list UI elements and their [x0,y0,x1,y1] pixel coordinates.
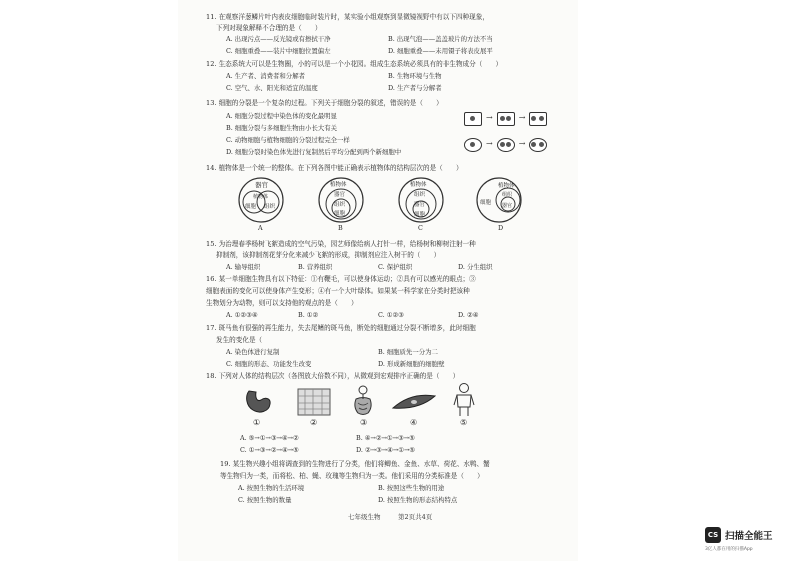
figure-number-3: ③ [360,418,368,427]
arrow-right-icon: → [518,113,526,122]
q13-stem: 13. 细胞的分裂是一个复杂的过程。下列关于细胞分裂的叙述，错误的是（ ） [206,99,443,107]
q17-stem-2: 发生的变化是（ [216,336,263,344]
cell-division-diagram-row2 [464,138,547,152]
q19-option-c: C. 按照生物的数量 [238,496,292,504]
cell-icon [497,112,515,126]
venn-diagram-b [316,176,366,224]
scanner-logo-icon: CS [705,527,721,543]
cell-icon [497,138,515,152]
q15-option-d: D. 分生组织 [458,263,493,271]
q12-stem: 12. 生态系统大可以是生物圈，小的可以是一个小花园。组成生态系统必须具有的非生物成分（ ） [206,60,503,68]
q13-option-c: C. 动物细胞与植物细胞的分裂过程完全一样 [226,136,350,144]
arrow-right-icon: → [486,113,493,122]
q18-option-a: A. ⑤→①→③→④→② [240,434,299,442]
q13-option-a: A. 细胞分裂过程中染色体的变化最明显 [226,112,337,120]
q16-stem: 16. 某一单细胞生物具有以下特征：①有鞭毛，可以使身体运动；②具有可以感光的眼点；③ [206,275,476,283]
venn-diagram-d [474,176,524,224]
q19-stem-2: 等生物归为一类，而将松、柏、蝇、玫瑰等生物归为一类。他们采用的分类标准是（ ） [220,472,484,480]
q14-label-d: D [498,224,504,232]
q13-option-d: D. 细胞分裂时染色体先进行复制然后平均分配到两个新细胞中 [226,148,402,156]
venn-b-term-2: 器官 [334,192,346,198]
figure-number-1: ① [253,418,261,427]
q17-stem: 17. 斑马鱼有很强的再生能力，失去尾鳍的斑马鱼，断处的细胞通过分裂不断增多，此时细胞 [206,324,476,332]
q16-stem-3: 生物划分为动物，则可以支持他的观点的是（ ） [206,299,358,307]
venn-c-term-2: 组织 [414,192,426,198]
q12-option-c: C. 空气、水、阳光和适宜的温度 [226,84,318,92]
q16-option-d: D. ②④ [458,311,479,319]
q16-option-c: C. ①②③ [378,311,404,319]
venn-d-term-2: 细胞 [480,200,492,206]
cell-division-diagram-row1 [464,112,547,126]
q14-stem: 14. 植物体是一个统一的整体。在下列各图中能正确表示植物体的结构层次的是（ ） [206,164,463,172]
scanner-app-name: 扫描全能王 [725,531,773,542]
q14-label-a: A [258,224,263,232]
q19-option-a: A. 按照生物的生活环境 [238,484,305,492]
venn-d-term-3: 组织 [502,192,513,198]
venn-a-term-2: 细胞 [245,204,257,210]
q15-stem: 15. 为治理春季杨树飞絮造成的空气污染，园艺师像给病人打针一样，给杨树和柳树注射一种 [206,240,476,248]
q12-option-d: D. 生产者与分解者 [388,84,442,92]
cell-icon [464,112,482,126]
q11-stem: 11. 在观察洋葱鳞片叶内表皮细胞临时装片时，某实验小组观察到显微镜视野中有以下四种现象， [206,13,489,21]
footer-page: 第2页共4页 [398,513,433,521]
q17-option-c: C. 细胞的形态、功能发生改变 [226,360,312,368]
q11-stem-2: 下列对现象解释不合理的是（ ） [216,24,322,32]
q11-option-a: A. 出现污点——反光镜或有擦拭干净 [226,35,331,43]
venn-c-term-4: 细胞 [414,212,426,218]
q11-option-b: B. 出现气泡——盖盖玻片的方法不当 [388,35,493,43]
venn-diagram-a [236,176,286,224]
arrow-right-icon: → [486,139,493,148]
cell-icon [529,138,547,152]
q12-option-a: A. 生产者、消费者和分解者 [226,72,305,80]
q19-option-d: D. 按照生物的形态结构特点 [378,496,458,504]
stomach-image [243,388,273,420]
q11-option-d: D. 细胞重叠——未用镊子将表皮展平 [388,47,493,55]
q17-option-b: B. 细胞质先一分为二 [378,348,438,356]
q18-option-b: B. ④→②→①→③→⑤ [356,434,415,442]
q15-option-a: A. 输导组织 [226,263,261,271]
digestive-system-image [348,385,378,421]
q12-option-b: B. 生物环境与生物 [388,72,442,80]
q13-option-b: B. 细胞分裂与多细胞生物由小长大有关 [226,124,338,132]
q15-option-b: B. 营养组织 [298,263,333,271]
scanner-app-tagline: 3亿人都在用的扫描App [705,547,753,552]
q19-option-b: B. 按照这些生物的用途 [378,484,445,492]
cell-icon [464,138,482,152]
q18-stem: 18. 下列对人体的结构层次（各图放大倍数不同），从微观到宏观排序正确的是（ ） [206,372,460,380]
q14-label-b: B [338,224,343,232]
q11-option-c: C. 细胞重叠——装片中细胞位置偏左 [226,47,331,55]
q16-option-b: B. ①② [298,311,319,319]
venn-d-term-1: 植物体 [498,183,515,189]
venn-a-term-3: 组织 [264,204,276,210]
q14-label-c: C [418,224,423,232]
q19-stem: 19. 某生物兴趣小组将调查到的生物进行了分类，他们将鲫鱼、金鱼、水草、荷花、水鸭、蟹 [220,460,490,468]
venn-b-term-1: 植物体 [330,182,347,188]
q16-stem-2: 细胞表面的变化可以使身体产生变形；④有一个大叶绿体。如果某一科学家在分类时把该种 [206,287,470,295]
venn-c-term-3: 器官 [414,202,426,208]
venn-b-term-3: 组织 [334,202,346,208]
figure-number-5: ⑤ [460,418,468,427]
figure-number-2: ② [310,418,318,427]
q16-option-a: A. ①②③④ [226,311,258,319]
venn-c-term-1: 植物体 [410,182,427,188]
q15-option-c: C. 保护组织 [378,263,413,271]
figure-number-4: ④ [410,418,418,427]
q15-stem-2: 抑制剂，该抑制剂花芽分化来减少飞絮的形成，抑制剂应注入树干的（ ） [216,251,441,259]
arrow-right-icon: → [518,139,526,148]
q17-option-a: A. 染色体进行复制 [226,348,280,356]
q17-option-d: D. 形成新细胞的细胞壁 [378,360,445,368]
q18-option-c: C. ①→③→②→④→⑤ [240,446,299,454]
venn-a-term-1: 器官 [255,181,268,189]
venn-a-term-4: 植物体 [253,194,269,200]
venn-diagram-c [396,176,446,224]
human-body-image [453,383,475,421]
muscle-cell-image [391,392,437,416]
q18-option-d: D. ②→③→④→①→⑤ [356,446,416,454]
venn-d-term-4: 器官 [502,203,513,209]
venn-b-term-4: 细胞 [334,211,346,217]
footer-subject: 七年级生物 [348,513,381,521]
tissue-image [297,388,331,420]
cell-icon [529,112,547,126]
